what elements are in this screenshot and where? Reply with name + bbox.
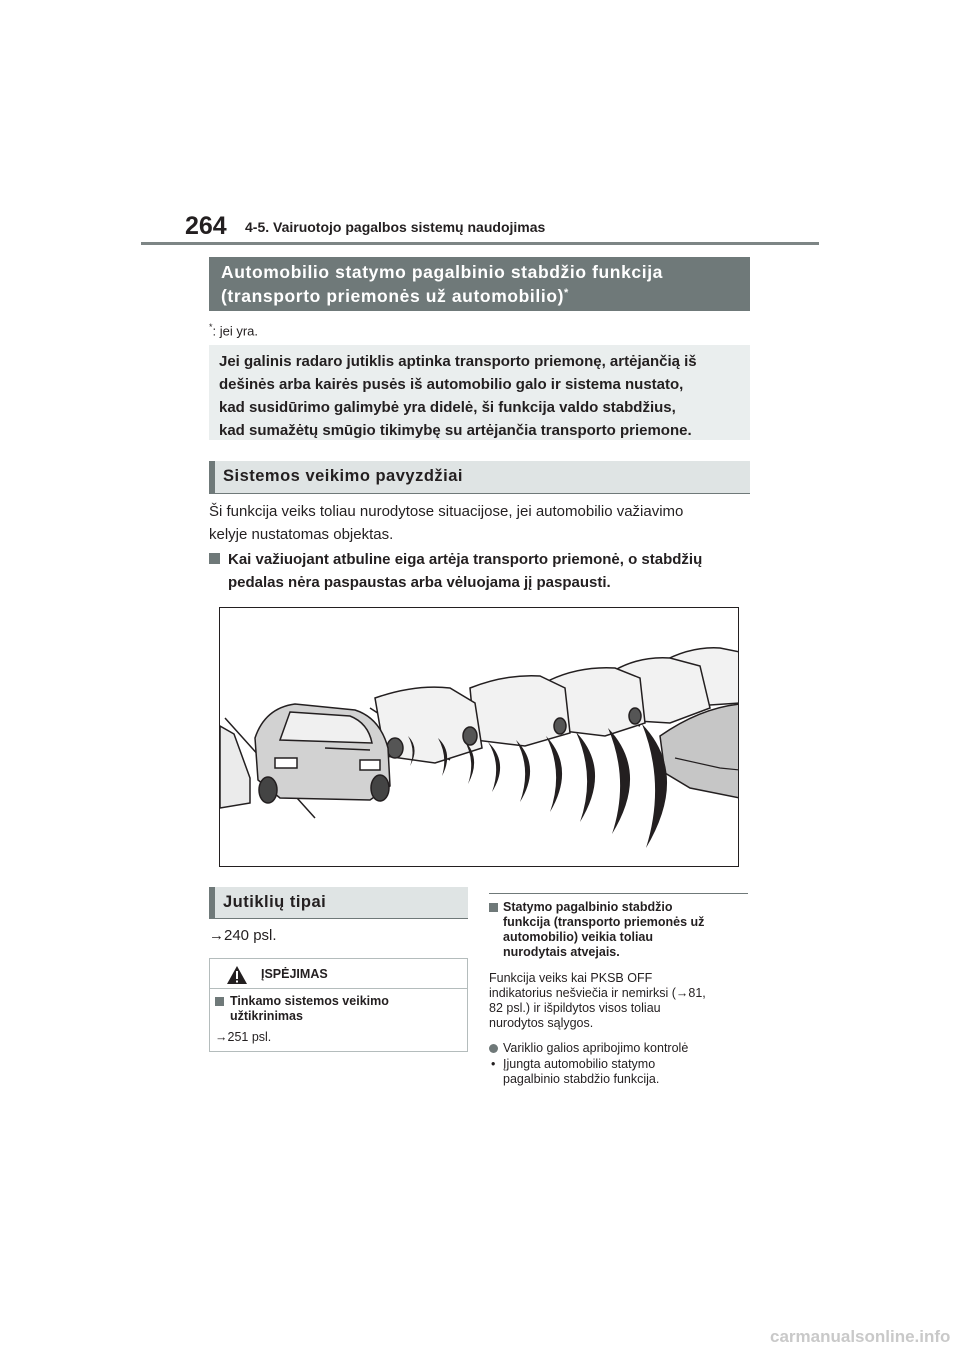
warning-title: ĮSPĖJIMAS bbox=[261, 967, 328, 981]
case-heading bbox=[209, 548, 754, 594]
warning-triangle-icon bbox=[226, 965, 248, 985]
title-marker: * bbox=[564, 287, 569, 299]
warning-subheading bbox=[215, 994, 460, 1024]
sensor-page-reference[interactable]: →240 psl. bbox=[209, 927, 277, 944]
condition-heading bbox=[489, 1041, 754, 1056]
warning-header bbox=[210, 959, 467, 989]
intro-line: Ši funkcija veiks toliau nurodytose situacijose, jei automobilio važiavimo bbox=[209, 503, 684, 520]
case-line: Kai važiuojant atbuline eiga artėja transporto priemonė, o stabdžių bbox=[228, 551, 703, 568]
right-column-rule bbox=[489, 893, 748, 894]
operation-heading-line: automobilio) veikia toliau bbox=[503, 930, 654, 944]
summary-line: dešinės arba kairės pusės iš automobilio galo ir sistema nustato, bbox=[219, 376, 684, 393]
section-header-label: Jutiklių tipai bbox=[223, 893, 327, 911]
parking-lot-illustration bbox=[220, 608, 739, 867]
square-bullet-icon bbox=[209, 553, 220, 564]
case-line: pedalas nėra paspaustas arba vėluojama jį paspausti. bbox=[228, 574, 611, 591]
section-title-box bbox=[209, 257, 750, 311]
condition-item-line: pagalbinio stabdžio funkcija. bbox=[503, 1072, 660, 1086]
item-bullet: • bbox=[491, 1057, 496, 1071]
operation-heading-line: funkcija (transporto priemonės už bbox=[503, 915, 705, 929]
section-header-label: Sistemos veikimo pavyzdžiai bbox=[223, 467, 464, 485]
header-rule bbox=[141, 242, 819, 245]
illustration-reversing-car bbox=[219, 607, 739, 867]
operation-heading bbox=[489, 900, 749, 960]
square-bullet-icon bbox=[215, 997, 224, 1006]
chapter-title: 4-5. Vairuotojo pagalbos sistemų naudojimas bbox=[245, 219, 546, 235]
square-bullet-icon bbox=[489, 903, 498, 912]
warning-sub-line: užtikrinimas bbox=[230, 1009, 303, 1023]
condition-text: Variklio galios apribojimo kontrolė bbox=[503, 1041, 689, 1055]
title-line-2-text: (transporto priemonės už automobilio) bbox=[221, 286, 565, 306]
footnote bbox=[209, 322, 258, 338]
operation-heading-line: Statymo pagalbinio stabdžio bbox=[503, 900, 673, 914]
title-line-1: Automobilio statymo pagalbinio stabdžio funkcija bbox=[221, 262, 664, 282]
intro-line: kelyje nustatomas objektas. bbox=[209, 526, 394, 543]
warning-box bbox=[209, 958, 468, 1052]
operation-body-line: indikatorius nešviečia ir nemirksi (→81, bbox=[489, 986, 706, 1000]
watermark: carmanualsonline.info bbox=[770, 1327, 951, 1346]
page-number: 264 bbox=[185, 212, 227, 240]
section-header-bar bbox=[209, 887, 215, 918]
warning-sub-line: Tinkamo sistemos veikimo bbox=[230, 994, 389, 1008]
footnote-marker: * bbox=[209, 322, 213, 332]
circle-bullet-icon bbox=[489, 1044, 498, 1053]
operation-body-line: nurodytos sąlygos. bbox=[489, 1016, 594, 1030]
operation-body-line: Funkcija veiks kai PKSB OFF bbox=[489, 971, 653, 985]
operation-heading-line: nurodytais atvejais. bbox=[503, 945, 620, 959]
operation-body-line: 82 psl.) ir išpildytos visos toliau bbox=[489, 1001, 661, 1015]
summary-line: kad sumažėtų smūgio tikimybę su artėjančia transporto priemone. bbox=[219, 422, 692, 439]
section-header-sensors bbox=[209, 887, 468, 919]
footnote-text: : jei yra. bbox=[212, 323, 259, 339]
section-header-bar bbox=[209, 461, 215, 493]
operation-body bbox=[489, 971, 754, 1031]
condition-item-line: Įjungta automobilio statymo bbox=[503, 1057, 656, 1071]
summary-line: Jei galinis radaro jutiklis aptinka transporto priemonę, artėjančią iš bbox=[219, 353, 697, 370]
summary-line: kad susidūrimo galimybė yra didelė, ši funkcija valdo stabdžius, bbox=[219, 399, 676, 416]
summary-box bbox=[209, 345, 750, 440]
warning-page-reference[interactable]: →251 psl. bbox=[215, 1030, 272, 1044]
intro-paragraph bbox=[209, 500, 754, 546]
title-line-2 bbox=[221, 284, 738, 308]
section-header-examples bbox=[209, 461, 750, 494]
condition-item bbox=[489, 1057, 754, 1087]
